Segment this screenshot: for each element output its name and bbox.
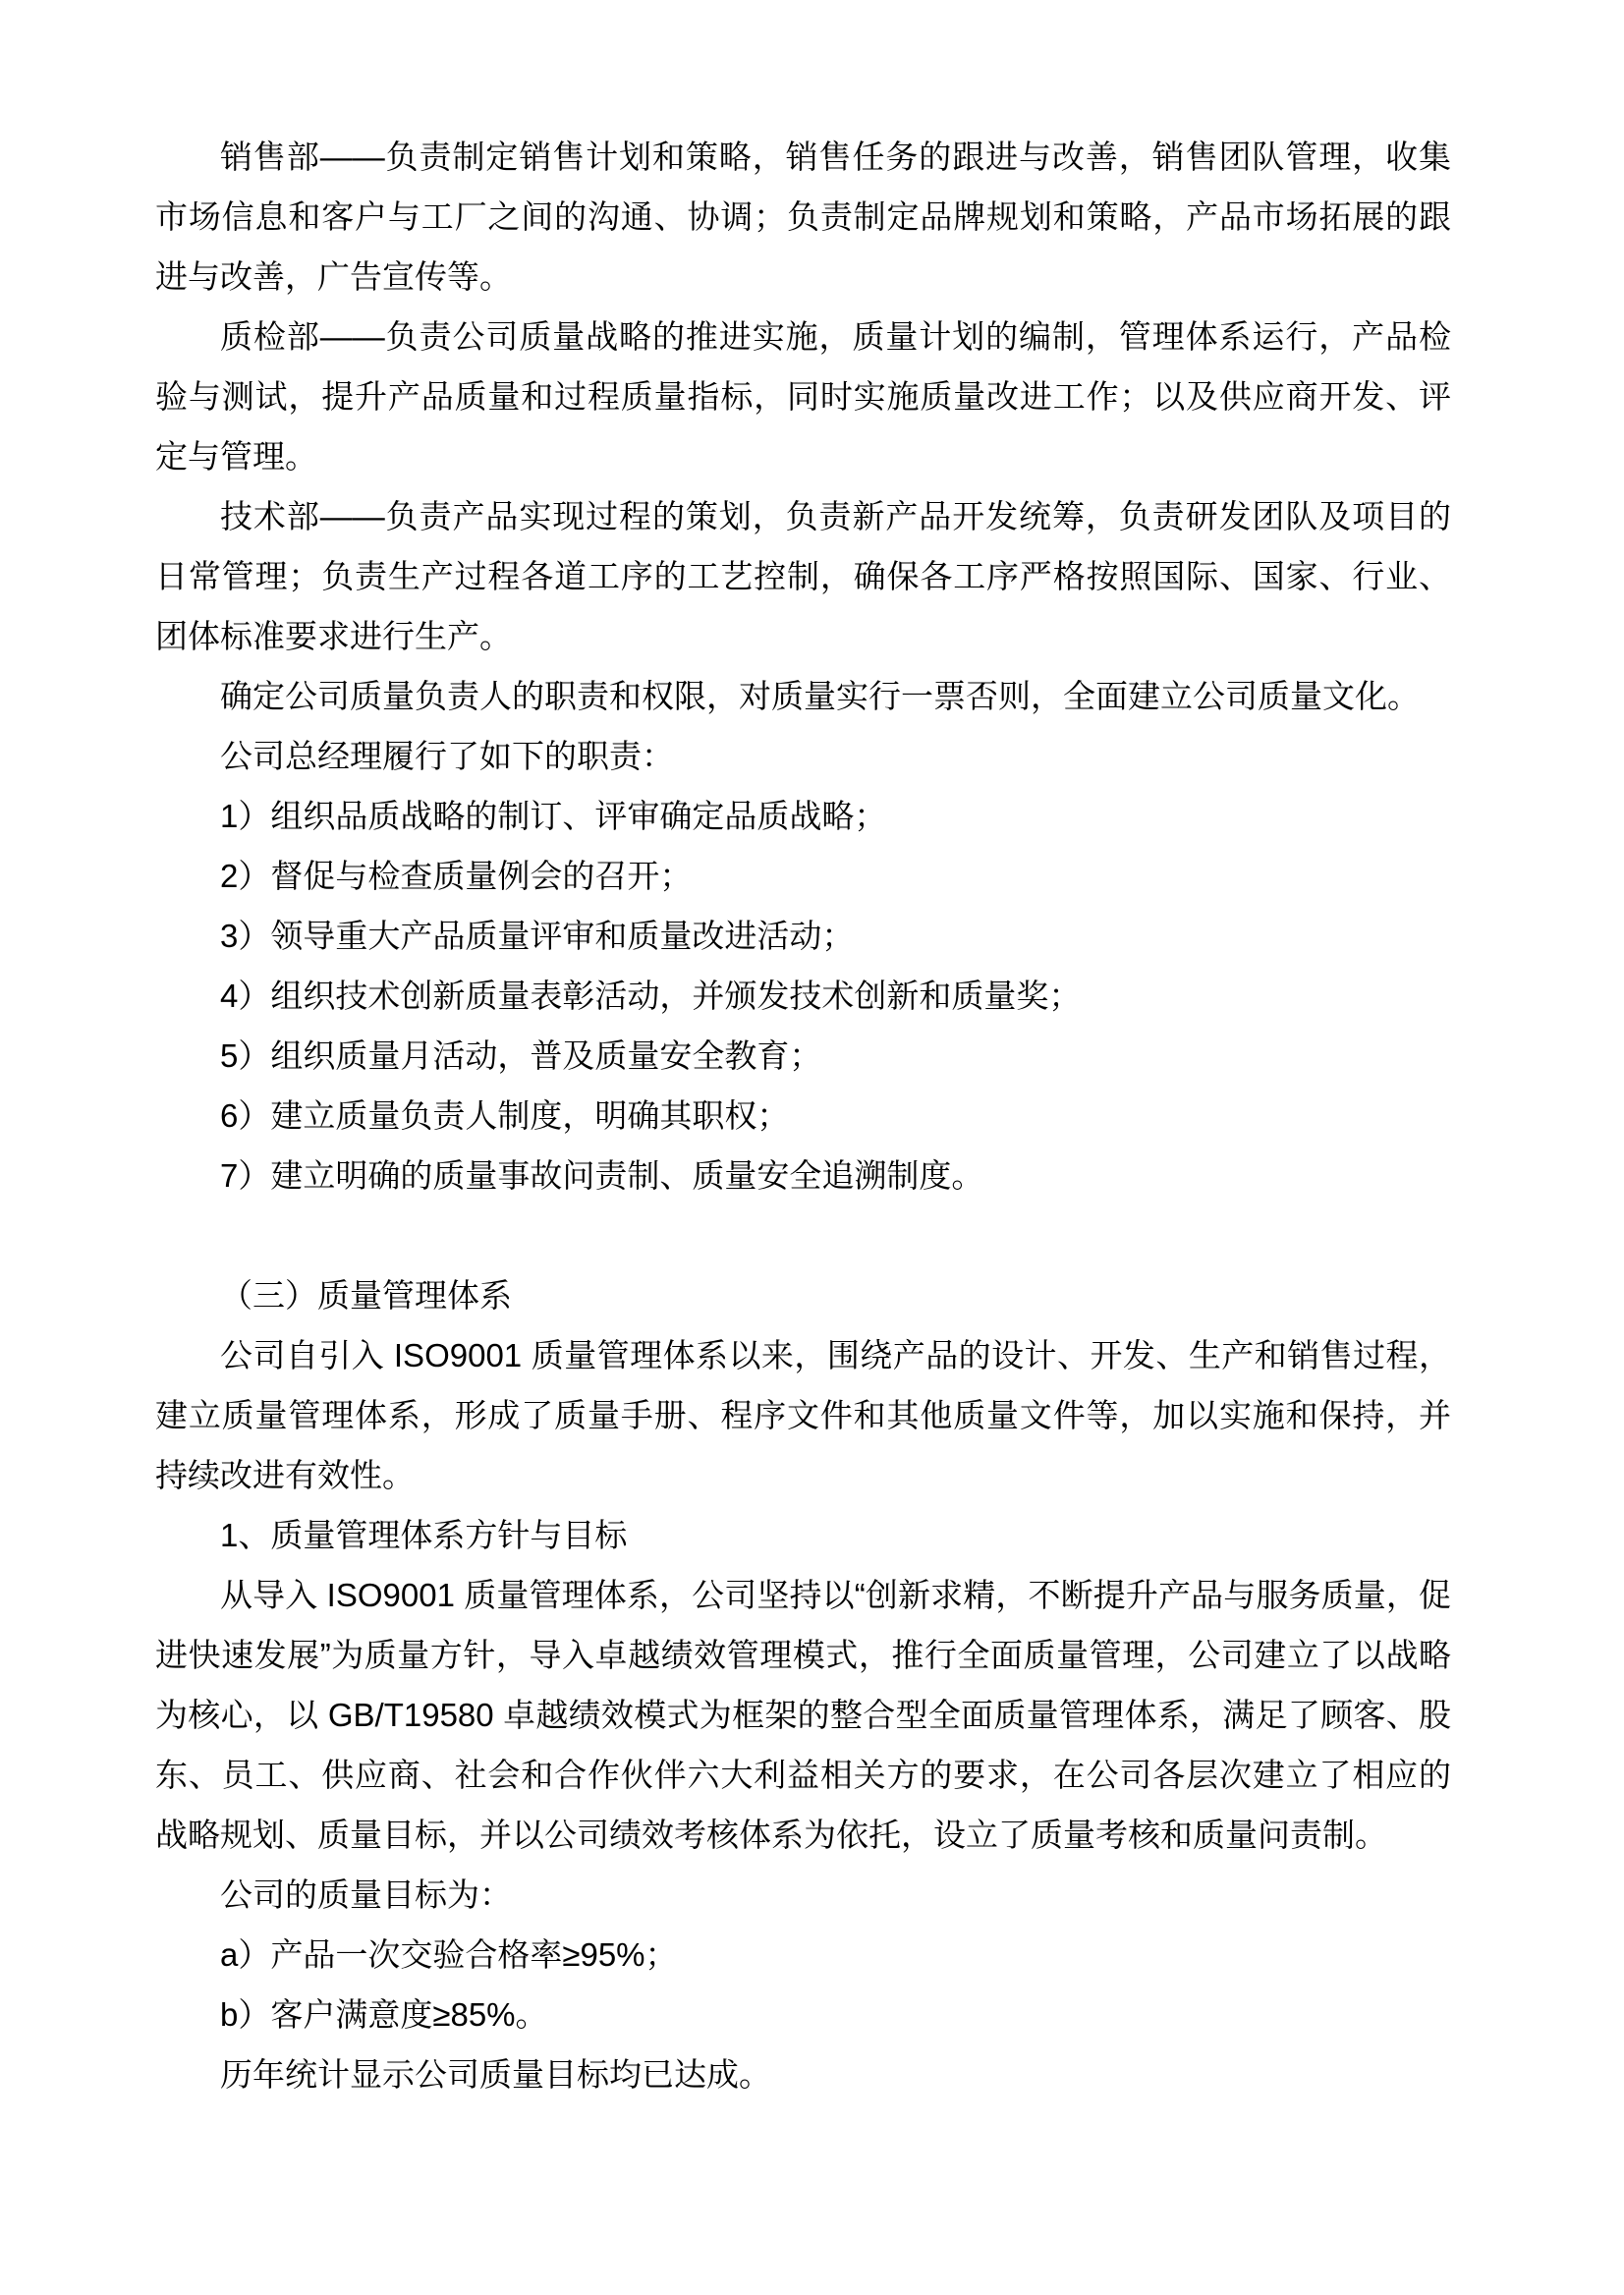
paragraph: 历年统计显示公司质量目标均已达成。	[220, 2056, 771, 2093]
paragraph: 公司自引入 ISO9001 质量管理体系以来，围绕产品的设计、开发、生产和销售过程，建立质量管理体系，形成了质量手册、程序文件和其他质量文件等，加以实施和保持，并持续改进有效性。	[155, 1337, 1451, 1493]
list-item: 2）督促与检查质量例会的召开；	[220, 858, 693, 894]
section-heading: 1、质量管理体系方针与目标	[220, 1517, 628, 1553]
paragraph: 公司总经理履行了如下的职责：	[220, 738, 674, 774]
paragraph: 确定公司质量负责人的职责和权限，对质量实行一票否则，全面建立公司质量文化。	[220, 678, 1420, 714]
paragraph: 技术部——负责产品实现过程的策划，负责新产品开发统筹，负责研发团队及项目的日常管理；负责生产过程各道工序的工艺控制，确保各工序严格按照国际、国家、行业、团体标准要求进行生产。	[155, 498, 1451, 654]
document-page	[155, 0, 1451, 2104]
paragraph: 从导入 ISO9001 质量管理体系，公司坚持以“创新求精，不断提升产品与服务质量，促进快速发展”为质量方针，导入卓越绩效管理模式，推行全面质量管理，公司建立了以战略为核心，以 GB/T19580 卓越绩效模式为框架的整合型全面质量管理体系，满足了顾客、股东、员工、供应商、社会和合作伙伴六大利益相关方的要求，在公司各层次建立了相应的战略规划、质量目标，并以公司绩效考核体系为依托，设立了质量考核和质量问责制。	[155, 1577, 1451, 1853]
list-item: 4）组织技术创新质量表彰活动，并颁发技术创新和质量奖；	[220, 978, 1082, 1014]
list-item: 1）组织品质战略的制订、评审确定品质战略；	[220, 798, 887, 834]
list-item: 5）组织质量月活动，普及质量安全教育；	[220, 1037, 822, 1074]
paragraph: 公司的质量目标为：	[220, 1876, 512, 1913]
paragraph: 销售部——负责制定销售计划和策略，销售任务的跟进与改善，销售团队管理，收集市场信息和客户与工厂之间的沟通、协调；负责制定品牌规划和策略，产品市场拓展的跟进与改善，广告宣传等。	[155, 139, 1451, 295]
list-item: a）产品一次交验合格率≥95%；	[220, 1936, 678, 1973]
list-item: 3）领导重大产品质量评审和质量改进活动；	[220, 918, 855, 954]
list-item: 6）建立质量负责人制度，明确其职权；	[220, 1097, 790, 1134]
list-item: 7）建立明确的质量事故问责制、质量安全追溯制度。	[220, 1157, 984, 1194]
spacer	[155, 1205, 1451, 1265]
list-item: b）客户满意度≥85%。	[220, 1996, 548, 2033]
section-heading: （三）质量管理体系	[220, 1277, 512, 1314]
paragraph: 质检部——负责公司质量战略的推进实施，质量计划的编制，管理体系运行，产品检验与测试，提升产品质量和过程质量指标，同时实施质量改进工作；以及供应商开发、评定与管理。	[155, 318, 1451, 475]
